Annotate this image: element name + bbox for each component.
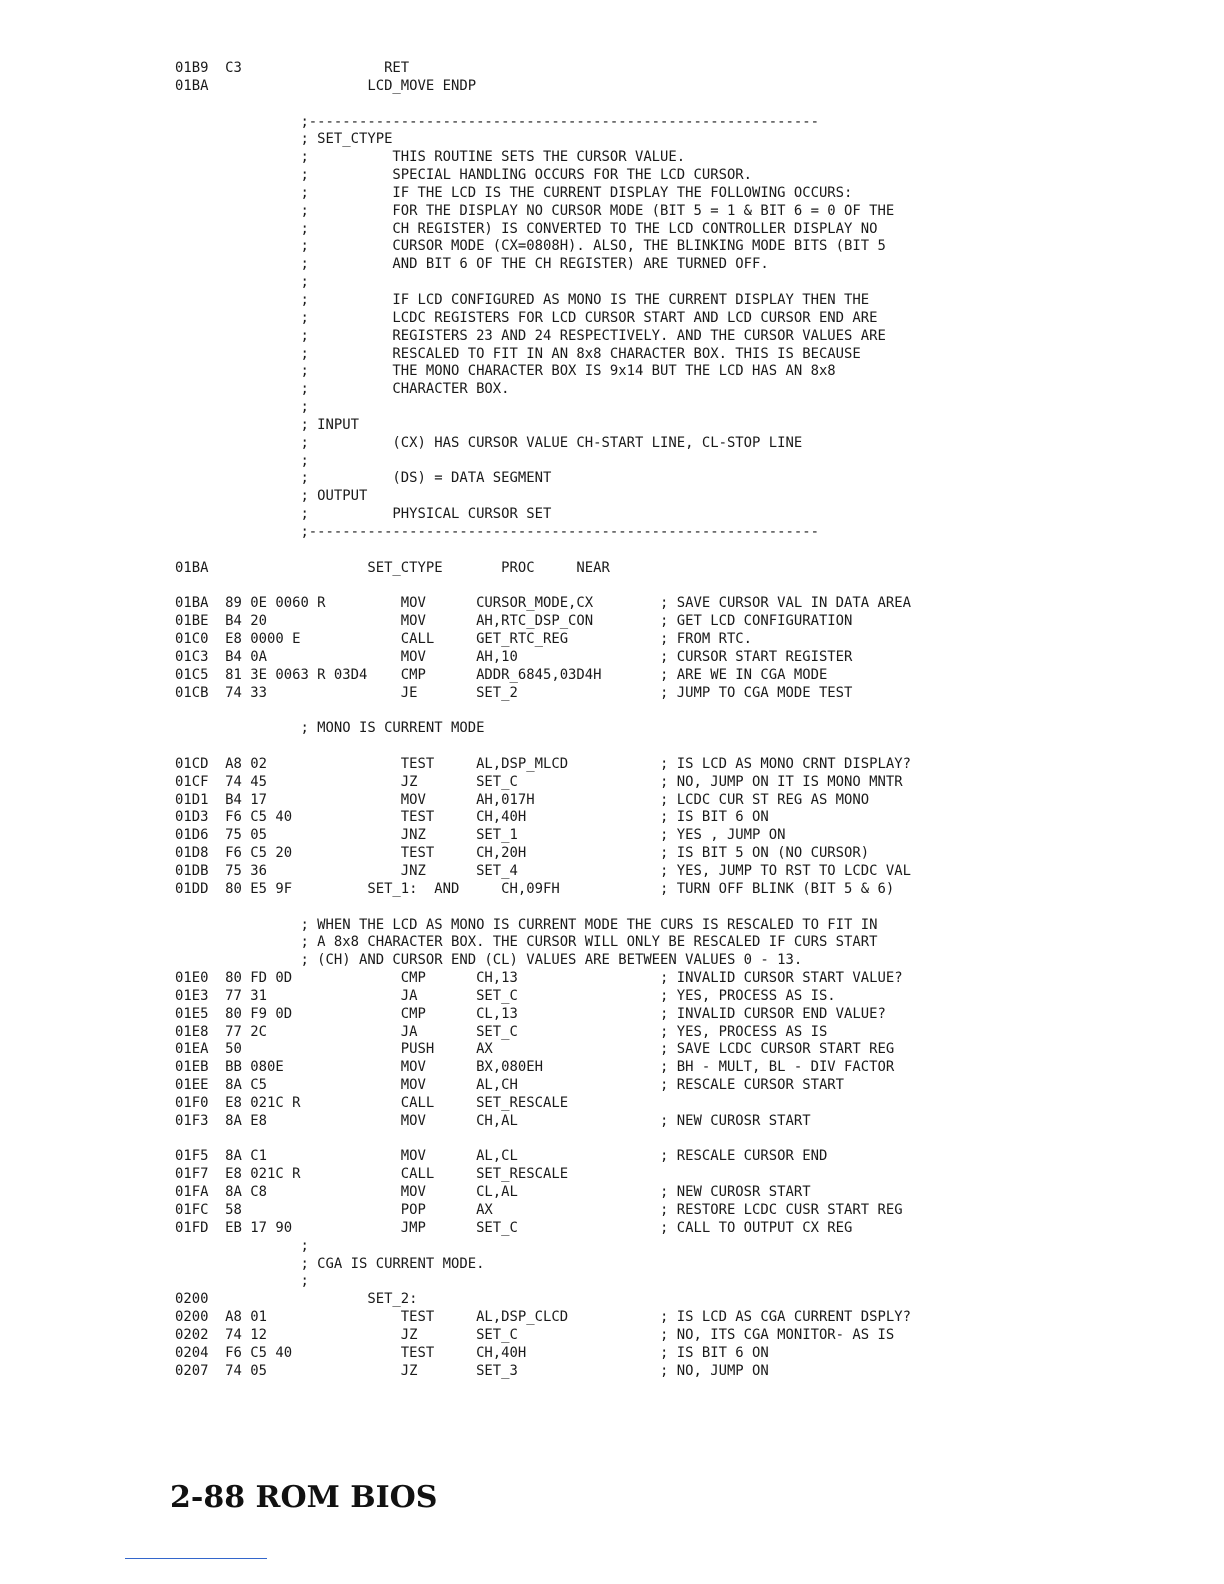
listing-line: ; WHEN THE LCD AS MONO IS CURRENT MODE THE CURS IS RESCALED TO FIT IN: [175, 916, 878, 933]
footer-rule: [125, 1558, 267, 1559]
listing-line: ; CURSOR MODE (CX=0808H). ALSO, THE BLINKING MODE BITS (BIT 5: [175, 238, 886, 255]
listing-line: ; IF LCD CONFIGURED AS MONO IS THE CURRENT DISPLAY THEN THE: [175, 291, 870, 308]
listing-line: ; (CX) HAS CURSOR VALUE CH-START LINE, CL-STOP LINE: [175, 434, 803, 451]
listing-line: ;-------------------------------------------------------------: [175, 523, 819, 540]
listing-line: 01F3 8A E8 MOV CH,AL ; NEW CUROSR START: [175, 1112, 811, 1129]
listing-line: 01C0 E8 0000 E CALL GET_RTC_REG ; FROM RTC.: [175, 631, 753, 647]
listing-line: 0207 74 05 JZ SET_3 ; NO, JUMP ON: [175, 1362, 769, 1379]
listing-line: [175, 96, 975, 114]
listing-line: 01BA LCD_MOVE ENDP: [175, 77, 477, 94]
listing-line: 01FA 8A C8 MOV CL,AL ; NEW CUROSR START: [175, 1184, 811, 1201]
listing-line: 0202 74 12 JZ SET_C ; NO, ITS CGA MONITOR- AS IS: [175, 1326, 895, 1343]
listing-line: ; SET_CTYPE: [175, 131, 393, 148]
listing-line: [175, 738, 975, 756]
listing-line: ;-------------------------------------------------------------: [175, 113, 819, 130]
listing-line: ; OUTPUT: [175, 488, 368, 505]
listing-line: ; (CH) AND CURSOR END (CL) VALUES ARE BETWEEN VALUES 0 - 13.: [175, 952, 803, 969]
listing-line: ; INPUT: [175, 416, 359, 433]
listing-line: ; AND BIT 6 OF THE CH REGISTER) ARE TURNED OFF.: [175, 256, 769, 273]
listing-line: [175, 542, 975, 560]
listing-line: ; THIS ROUTINE SETS THE CURSOR VALUE.: [175, 149, 686, 166]
listing-line: 0200 A8 01 TEST AL,DSP_CLCD ; IS LCD AS CGA CURRENT DSPLY?: [175, 1309, 911, 1326]
listing-line: [175, 1131, 975, 1149]
listing-line: 01E3 77 31 JA SET_C ; YES, PROCESS AS IS.: [175, 987, 836, 1004]
listing-line: ; RESCALED TO FIT IN AN 8x8 CHARACTER BOX. THIS IS BECAUSE: [175, 345, 861, 362]
listing-line: 01CF 74 45 JZ SET_C ; NO, JUMP ON IT IS MONO MNTR: [175, 773, 903, 790]
listing-line: ; (DS) = DATA SEGMENT: [175, 470, 552, 487]
listing-line: ; LCDC REGISTERS FOR LCD CURSOR START AND LCD CURSOR END ARE: [175, 309, 878, 326]
listing-line: ; MONO IS CURRENT MODE: [175, 720, 485, 737]
listing-line: ; PHYSICAL CURSOR SET: [175, 506, 552, 523]
listing-line: 0200 SET_2:: [175, 1291, 418, 1308]
listing-line: ; IF THE LCD IS THE CURRENT DISPLAY THE FOLLOWING OCCURS:: [175, 184, 853, 201]
listing-line: ;: [175, 1237, 309, 1254]
listing-line: 01F7 E8 021C R CALL SET_RESCALE: [175, 1166, 569, 1183]
listing-line: 01CD A8 02 TEST AL,DSP_MLCD ; IS LCD AS MONO CRNT DISPLAY?: [175, 755, 911, 772]
listing-line: ; THE MONO CHARACTER BOX IS 9x14 BUT THE LCD HAS AN 8x8: [175, 363, 836, 380]
listing-line: 01B9 C3 RET: [175, 60, 410, 76]
listing-line: 0204 F6 C5 40 TEST CH,40H ; IS BIT 6 ON: [175, 1344, 769, 1361]
listing-line: 01EB BB 080E MOV BX,080EH ; BH - MULT, BL - DIV FACTOR: [175, 1059, 895, 1076]
listing-line: ;: [175, 399, 309, 416]
listing-line: ;: [175, 452, 309, 469]
listing-line: ; FOR THE DISPLAY NO CURSOR MODE (BIT 5 = 1 & BIT 6 = 0 OF THE: [175, 202, 895, 219]
listing-line: [175, 577, 975, 595]
listing-line: 01D8 F6 C5 20 TEST CH,20H ; IS BIT 5 ON (NO CURSOR): [175, 845, 870, 862]
listing-line: ; SPECIAL HANDLING OCCURS FOR THE LCD CURSOR.: [175, 167, 753, 184]
listing-line: 01DD 80 E5 9F SET_1: AND CH,09FH ; TURN OFF BLINK (BIT 5 & 6): [175, 880, 895, 897]
listing-line: 01F5 8A C1 MOV AL,CL ; RESCALE CURSOR END: [175, 1148, 828, 1165]
listing-line: 01E0 80 FD 0D CMP CH,13 ; INVALID CURSOR START VALUE?: [175, 970, 903, 987]
listing-line: 01BA SET_CTYPE PROC NEAR: [175, 559, 610, 576]
listing-line: [175, 702, 975, 720]
listing-line: 01C3 B4 0A MOV AH,10 ; CURSOR START REGISTER: [175, 648, 853, 665]
listing-line: 01D3 F6 C5 40 TEST CH,40H ; IS BIT 6 ON: [175, 809, 769, 826]
listing-line: 01FD EB 17 90 JMP SET_C ; CALL TO OUTPUT CX REG: [175, 1219, 853, 1236]
listing-line: 01D6 75 05 JNZ SET_1 ; YES , JUMP ON: [175, 827, 786, 844]
listing-line: ;: [175, 274, 309, 291]
listing-line: 01BE B4 20 MOV AH,RTC_DSP_CON ; GET LCD CONFIGURATION: [175, 613, 853, 630]
listing-line: ; A 8x8 CHARACTER BOX. THE CURSOR WILL ONLY BE RESCALED IF CURS START: [175, 934, 878, 951]
listing-line: ; CGA IS CURRENT MODE.: [175, 1255, 485, 1272]
listing-line: ; CH REGISTER) IS CONVERTED TO THE LCD CONTROLLER DISPLAY NO: [175, 220, 878, 237]
listing-line: 01BA 89 0E 0060 R MOV CURSOR_MODE,CX ; SAVE CURSOR VAL IN DATA AREA: [175, 595, 911, 612]
listing-line: 01E8 77 2C JA SET_C ; YES, PROCESS AS IS: [175, 1023, 828, 1040]
listing-line: 01DB 75 36 JNZ SET_4 ; YES, JUMP TO RST TO LCDC VAL: [175, 862, 911, 879]
page-footer: 2-88 ROM BIOS: [170, 1480, 438, 1515]
listing-line: [175, 899, 975, 917]
listing-line: ;: [175, 1273, 309, 1290]
listing-line: 01D1 B4 17 MOV AH,017H ; LCDC CUR ST REG AS MONO: [175, 791, 870, 808]
listing-line: 01EE 8A C5 MOV AL,CH ; RESCALE CURSOR START: [175, 1077, 845, 1094]
listing-line: 01E5 80 F9 0D CMP CL,13 ; INVALID CURSOR END VALUE?: [175, 1005, 886, 1022]
listing-line: ; CHARACTER BOX.: [175, 381, 510, 398]
code-listing: [175, 60, 975, 1380]
listing-line: 01FC 58 POP AX ; RESTORE LCDC CUSR START REG: [175, 1202, 903, 1218]
listing-line: 01C5 81 3E 0063 R 03D4 CMP ADDR_6845,03D4H ; ARE WE IN CGA MODE: [175, 666, 828, 683]
listing-line: 01EA 50 PUSH AX ; SAVE LCDC CURSOR START REG: [175, 1041, 895, 1058]
listing-line: 01CB 74 33 JE SET_2 ; JUMP TO CGA MODE TEST: [175, 684, 853, 701]
listing-line: 01F0 E8 021C R CALL SET_RESCALE: [175, 1094, 569, 1111]
listing-line: ; REGISTERS 23 AND 24 RESPECTIVELY. AND THE CURSOR VALUES ARE: [175, 327, 886, 344]
